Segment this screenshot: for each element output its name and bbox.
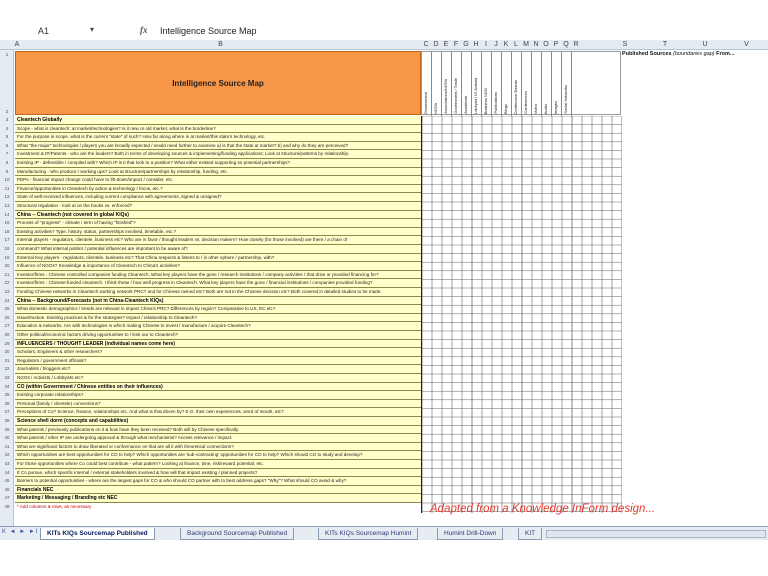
question-row[interactable]: What domestic demographics / trends are relevant in impact China's PRC? Differences by region? Comparative to US, EC etc? (15, 305, 421, 314)
question-row[interactable]: For the purpose in scope, what is the current "state" of such? How far along where is at market/this state's technology, etc. (15, 133, 421, 142)
column-header-a[interactable]: A (14, 41, 20, 48)
row-number[interactable]: 45 (4, 478, 10, 484)
column-header-u[interactable]: U (702, 41, 708, 48)
source-column-label: Social Networks (563, 85, 568, 114)
question-row[interactable]: What are significant factors to draw liberated or conformance on that are all it with theoretical connections? (15, 443, 421, 452)
row-number[interactable]: 41 (4, 443, 10, 449)
source-column-label: NGOs (433, 102, 438, 114)
row-number[interactable]: 6 (5, 142, 9, 148)
column-header-h[interactable]: H (473, 41, 479, 48)
column-header-i[interactable]: I (485, 41, 487, 48)
column-header-t[interactable]: T (662, 41, 668, 48)
grid-lines (422, 116, 622, 513)
source-column-header[interactable] (522, 52, 532, 116)
section-header-row[interactable]: China -- Cleantech (not covered in global KIQs) (15, 211, 421, 220)
column-header-j[interactable]: J (494, 41, 498, 48)
section-header-row[interactable]: Marketing / Messaging / Branding etc NEC (15, 494, 421, 503)
question-row[interactable]: If Co pursue, which specific internal / external stakeholders involved & how will that impact existing / planned projects? (15, 469, 421, 478)
row-number[interactable]: 26 (4, 314, 10, 320)
question-row[interactable]: Journalists / bloggers etc? (15, 365, 421, 374)
source-column-label: Government (423, 91, 428, 114)
row-number[interactable]: 28 (4, 332, 10, 337)
source-column-header[interactable] (472, 52, 482, 116)
sheet-tab[interactable]: KIT (518, 528, 542, 540)
row-number[interactable]: 46 (4, 486, 10, 492)
source-column-header[interactable] (482, 52, 492, 116)
section-header-row[interactable]: Financials NEC (15, 486, 421, 495)
row-number[interactable]: 27 (4, 323, 10, 329)
question-row[interactable]: Internal players - regulators, clientele, business etc? Who are in favor / thought leaders vs. decision makers? How closely (for those involved) are there / a chain of (15, 236, 421, 245)
source-column-headers (421, 51, 621, 115)
row-number[interactable]: 15 (4, 220, 10, 226)
question-row[interactable]: Investment & IP/Patents - who are the leaders? Both in terms of developing sources & implementing/funding applications; Look at structure/patterns by relationship. (15, 150, 421, 159)
row-number[interactable]: 47 (4, 495, 10, 501)
row-number[interactable]: 35 (4, 392, 10, 398)
column-header-k[interactable]: K (503, 41, 509, 48)
source-column-label: Conferences (523, 91, 528, 114)
column-headers (0, 40, 768, 50)
question-row[interactable]: Which opportunities are best opportunities for CO to help? Which opportunities are 'sub-contracting' opportunities for CO to help? Which should CO to study and develop? (15, 451, 421, 460)
column-header-o[interactable]: O (543, 41, 549, 48)
source-column-label: Associations/NGOs (443, 79, 448, 114)
question-row[interactable]: Investor/firms - Chinese-funded cleantech. I think these / how well progress in Cleantech. What key players have the gone / financial institutions / companies provided funding? (15, 279, 421, 288)
source-column-label: Lobbyist / IG Activist (473, 77, 478, 114)
question-row[interactable]: Investor/firms - Chinese controlled companies funding Cleantech. What key players have the gone / research institutions / company activities / that drive or provided financing for? (15, 271, 421, 280)
section-header-row[interactable]: CO (within Government / Chinese entities on their influences) (15, 383, 421, 392)
question-row[interactable]: Funding Chinese networks in Cleantech working network PRC? and for Chinese owned etc? Both are not in the Chinese decision etc? Both covered in detailed studies to be made. (15, 288, 421, 297)
source-column-label: Images (553, 100, 558, 114)
row-number[interactable]: 37 (4, 409, 10, 415)
source-column-label: Academia (463, 96, 468, 114)
row-number[interactable]: 33 (4, 375, 10, 380)
source-column-header[interactable] (562, 52, 572, 116)
column-header-p[interactable]: P (553, 41, 559, 48)
source-column-label: Blogs (503, 103, 508, 114)
question-row[interactable]: Influence of NGOs? Knowledge & importance of Cleantech to China's activities? (15, 262, 421, 271)
sheet-title[interactable]: Intelligence Source Map (15, 51, 421, 115)
source-column-header[interactable] (492, 52, 502, 116)
source-column-label: Publications (493, 92, 498, 114)
question-row[interactable]: Scope - what is cleantech; at market/technologies? Is it new or old market, what is the borderline? (15, 125, 421, 134)
question-row[interactable]: What patents / other IP are undergoing approval & through what mechanisms? Access relevance / impact. (15, 434, 421, 443)
question-row[interactable]: For those opportunities where Co could best contribute - what pattern? Looking at finance, time, risk/reward potential, etc. (15, 460, 421, 469)
row-number[interactable]: 8 (5, 160, 9, 165)
row-number[interactable]: 17 (4, 237, 10, 243)
question-row[interactable]: Other political/economic factors driving opportunities to / limit our to Cleantech? (15, 331, 421, 340)
source-column-label: Business NGO (483, 87, 488, 114)
question-row[interactable]: Perceptions of Co? Science, finance, relationships etc. And what is that driven by? E.G. their own experiences, word of mouth, etc? (15, 408, 421, 417)
row-number[interactable]: 30 (4, 349, 10, 355)
source-column-label: Government / Trade (453, 78, 458, 114)
source-column-label: Conference Boards (513, 79, 518, 114)
name-box[interactable]: A1 (38, 26, 50, 36)
caption: Adapted from a Knowledge InForm design... (430, 503, 656, 515)
source-column-header[interactable] (442, 52, 452, 116)
row-number[interactable]: 5 (5, 134, 9, 140)
row-number[interactable]: 42 (4, 452, 10, 458)
source-column-header[interactable] (532, 52, 542, 116)
question-row[interactable]: External Key players - regulators, clientele, business etc? That China respects & listens to / in other sphere / partnership, with? (15, 254, 421, 263)
row-number[interactable]: 25 (4, 306, 10, 312)
column-header-q[interactable]: Q (563, 41, 569, 48)
row-number[interactable]: 1 (5, 52, 9, 57)
question-row[interactable]: Issue/traction. Existing practices & for the strategies? Impact / relationship to Cleantech? (15, 314, 421, 323)
column-header-f[interactable]: F (453, 41, 459, 48)
row-number[interactable]: 39 (4, 426, 10, 432)
column-header-b[interactable]: B (218, 41, 223, 48)
question-row[interactable]: command? What internal politics / potential influences are important to be aware of? (15, 245, 421, 254)
source-column-header[interactable] (542, 52, 552, 116)
row-number[interactable]: 48 (4, 504, 10, 509)
row-number[interactable]: 20 (4, 263, 10, 269)
row-number[interactable]: 23 (4, 289, 10, 294)
section-header-row[interactable]: INFLUENCERS / THOUGHT LEADER (individual names come here) (15, 340, 421, 349)
tab-scroll-arrows[interactable]: K ◄ ► ►I (2, 529, 39, 535)
formula-input[interactable]: Intelligence Source Map (160, 26, 257, 36)
question-row[interactable]: PEPs - financial impact change could have to lift-down/impact / consider, etc. (15, 176, 421, 185)
question-row[interactable]: What "the major" technologies / players you are broadly expected / would need further to examine a) is that the state at market? b) and why do they are perceived? (15, 142, 421, 151)
column-header-m[interactable]: M (523, 41, 529, 48)
question-row[interactable]: What patents / previously publications on it & how have they been received? Both will by Chinese specifically. (15, 426, 421, 435)
section-header-row[interactable]: China -- Background/Forecasts (not in China-Cleantech KIQs) (15, 297, 421, 306)
row-number[interactable]: 22 (4, 280, 10, 286)
row-number[interactable]: 43 (4, 461, 10, 466)
source-column-header[interactable] (552, 52, 562, 116)
row-number[interactable]: 13 (4, 203, 10, 208)
source-column-header[interactable] (502, 52, 512, 116)
question-row[interactable]: * Add columns & rows, as necessary (15, 503, 421, 512)
row-number[interactable]: 2 (5, 109, 9, 114)
row-number[interactable]: 29 (4, 340, 10, 346)
row-number[interactable]: 32 (4, 366, 10, 372)
source-column-header[interactable] (432, 52, 442, 116)
question-row[interactable]: Process of "progress" - climate / term of having "finished"? (15, 219, 421, 228)
question-row[interactable]: Scholars, Engineers & other researchers? (15, 348, 421, 357)
row-number[interactable]: 10 (4, 177, 10, 183)
sheet-tab[interactable]: Humint Drill-Down (437, 528, 503, 540)
sheet-tab-bar (0, 526, 768, 540)
column-header-v[interactable]: V (744, 41, 749, 48)
question-row[interactable]: Barriers to potential opportunities - where are the largest gaps for CO & who should CO partner with to best address gaps? "Why"? What should CO avoid & why? (15, 477, 421, 486)
column-header-c[interactable]: C (423, 41, 429, 48)
question-row[interactable]: NGOs / Activists / Lobbyists etc? (15, 374, 421, 383)
row-number[interactable]: 12 (4, 194, 10, 200)
chevron-down-icon[interactable]: ▾ (90, 25, 95, 34)
question-row[interactable]: Personal (family / clientele) connections? (15, 400, 421, 409)
horizontal-scrollbar[interactable] (546, 530, 766, 538)
question-row[interactable]: Existing corporate relationships? (15, 391, 421, 400)
row-number[interactable]: 40 (4, 435, 10, 441)
source-column-header[interactable] (462, 52, 472, 116)
source-column-header[interactable] (512, 52, 522, 116)
row-number[interactable]: 7 (5, 151, 9, 157)
question-row[interactable]: Existing activities? Type, history, status, partnerships involved, timetable, etc.? (15, 228, 421, 237)
section-header-row[interactable]: Cleantech Globally (15, 116, 421, 125)
column-header-l[interactable]: L (514, 41, 518, 48)
sheet-tab[interactable]: KITs KIQs Sourcemap Humint (318, 528, 418, 540)
row-headers (0, 50, 14, 526)
row-number[interactable]: 4 (5, 125, 9, 131)
function-icon[interactable]: fx (140, 25, 148, 35)
row-number[interactable]: 44 (4, 469, 10, 475)
row-number[interactable]: 16 (4, 228, 10, 234)
column-header-e[interactable]: E (443, 41, 449, 48)
source-grid[interactable] (421, 116, 621, 513)
sheet-tab[interactable]: KITs KIQs Sourcemap Published (40, 528, 155, 540)
row-number[interactable]: 38 (4, 418, 10, 423)
row-number[interactable]: 21 (4, 271, 10, 277)
question-row[interactable]: Existing IP - defensible / compiled with? Which IP is it that look to a position? What either existed supporting so potential partnerships? (15, 159, 421, 168)
source-column-label: Audio (543, 103, 548, 114)
row-number[interactable]: 31 (4, 357, 10, 363)
row-number[interactable]: 3 (5, 117, 9, 122)
question-row[interactable]: Manufacturing - who produce / working ups? Look at structure/partnerships by relationship, funding, etc. (15, 168, 421, 177)
column-header-r[interactable]: R (573, 41, 579, 48)
column-header-n[interactable]: N (533, 41, 539, 48)
column-header-d[interactable]: D (433, 41, 439, 48)
row-number[interactable]: 24 (4, 297, 10, 303)
column-header-g[interactable]: G (463, 41, 469, 48)
source-column-header[interactable] (452, 52, 462, 116)
formula-bar (0, 22, 768, 42)
sheet-tab[interactable]: Background Sourcemap Published (180, 528, 294, 540)
column-header-s[interactable]: S (622, 41, 628, 48)
row-number[interactable]: 18 (4, 246, 10, 251)
row-number[interactable]: 19 (4, 254, 10, 260)
source-column-label: Video (533, 103, 538, 114)
row-number[interactable]: 11 (4, 185, 10, 191)
row-number[interactable]: 36 (4, 400, 10, 406)
source-column-header[interactable] (422, 52, 432, 116)
section-header-row[interactable]: Science shell dorm (concepts and capabilities) (15, 417, 421, 426)
published-sources-header: Published Sources (boundaries gap) From... (622, 51, 735, 57)
question-row[interactable]: State of well-received influences, including current compliance with agreements, signed & unsigned? (15, 193, 421, 202)
question-row[interactable]: Regulators / government officials? (15, 357, 421, 366)
row-number[interactable]: 9 (5, 168, 9, 174)
row-number[interactable]: 14 (4, 211, 10, 217)
question-row[interactable]: Finance/opportunities in Cleantech by action & technology / focus, etc.? (15, 185, 421, 194)
question-row[interactable]: Education & networks. Are with technologies in which making Chinese to invest / manufacture / acquire Cleantech? (15, 322, 421, 331)
question-row[interactable]: Structural regulation - look at on the books vs. enforced? (15, 202, 421, 211)
row-number[interactable]: 34 (4, 383, 10, 389)
